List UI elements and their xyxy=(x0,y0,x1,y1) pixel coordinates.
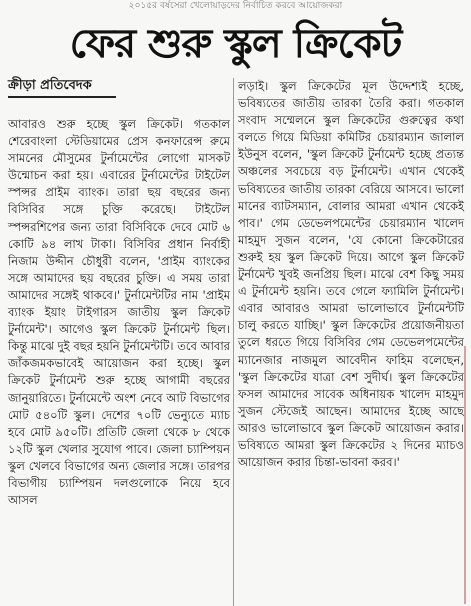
article-headline: ফের শুরু স্কুল ক্রিকেট xyxy=(69,20,402,67)
column-divider xyxy=(233,78,234,606)
margin-mark xyxy=(464,346,466,604)
article-byline: ক্রীড়া প্রতিবেদক xyxy=(8,78,92,93)
article-left-column xyxy=(8,116,230,509)
article-right-column xyxy=(238,78,464,471)
left-column-text: আবারও শুরু হচ্ছে স্কুল ক্রিকেট। গতকাল শেরেবাংলা স্টেডিয়ামের প্রেস কনফারেন্স রুমে সামনের মৌসুমের টুর্নামেন্টের লোগো মাসকট উন্মোচন করা হয়। এবারের টুর্নামেন্টের টাইটেল স্পন্সর প্রাইম ব্যাংক। তারা ছয় বছরের জন্য বিসিবির সঙ্গে চুক্তি করেছে। টাইটেল স্পন্সরশিপের জন্য তারা বিসিবিকে দেবে মোট ৬ কোটি ৯৪ লাখ টাকা। বিসিবির প্রধান নির্বাহী নিজাম উদ্দীন চৌধুরী বলেন, 'প্রাইম ব্যাংকের সঙ্গে আমাদের ছয় বছরের চুক্তি। এ সময় তারা আমাদের সঙ্গেই থাকবে।' টুর্নামেন্টটির নাম 'প্রাইম ব্যাংক ইয়াং টাইগারস জাতীয় স্কুল ক্রিকেট টুর্নামেন্ট'। আগেও স্কুল ক্রিকেট টুর্নামেন্ট ছিল। কিন্তু মাঝে দুই বছর হয়নি টুর্নামেন্টটি। তবে আবার জাঁকজমকভাবেই আয়োজন করা হচ্ছে। স্কুল ক্রিকেট টুর্নামেন্ট শুরু হচ্ছে আগামী বছরের জানুয়ারিতে। টুর্নামেন্টে অংশ নেবে আট বিভাগের মোট ৫৪০টি স্কুল। দেশের ৭০টি ভেন্যুতে ম্যাচ হবে মোট ৯৫০টি। প্রতিটি জেলা থেকে ৮ থেকে ১২টি স্কুল খেলার সুযোগ পাবে। জেলা চ্যাম্পিয়ন স্কুল খেলবে বিভাগের অন্য জেলার সঙ্গে। তারপর বিভাগীয় চ্যাম্পিয়ন দলগুলোকে নিয়ে হবে আসল xyxy=(8,117,230,508)
top-strip-text: ২০১৫র বর্ষসেরা খেলোয়াড়দের নির্বাচিত করবে আয়োজকরা xyxy=(128,1,343,11)
right-column-text: লড়াই। স্কুল ক্রিকেটের মূল উদ্দেশ্যই হচ্ছে, ভবিষ্যতের জাতীয় তারকা তৈরি করা। গতকাল সংবাদ সম্মেলনে স্কুল ক্রিকেটের গুরুত্বের কথা বলতে গিয়ে মিডিয়া কমিটির চেয়ারম্যান জালাল ইউনুস বলেন, 'স্কুল ক্রিকেট টুর্নামেন্ট হচ্ছে প্রত্যন্ত অঞ্চলের সবচেয়ে বড় টুর্নামেন্ট। এখান থেকেই ভবিষ্যতের জাতীয় তারকা বেরিয়ে আসবে। ভালো মানের ব্যাটসম্যান, বোলার আমরা এখান থেকেই পাব।' গেম ডেভেলপমেন্টের চেয়ারম্যান খালেদ মাহমুদ সুজন বলেন, 'যে কোনো ক্রিকেটারের শুরুই হয় স্কুল ক্রিকেট দিয়ে। আগে স্কুল ক্রিকেট টুর্নামেন্ট খুবই জনপ্রিয় ছিল। মাঝে বেশ কিছু সময় এ টুর্নামেন্ট হয়নি। তবে গেলে ফ্যামিলি টুর্নামেন্ট। এবার আবারও আমরা ভালোভাবে টুর্নামেন্টটি চালু করতে যাচ্ছি।' স্কুল ক্রিকেটের প্রয়োজনীয়তা তুলে ধরতে গিয়ে বিসিবির গেম ডেভেলপমেন্টের ম্যানেজার নাজমুল আবেদীন ফাহিম বলেছেন, 'স্কুল ক্রিকেটের যাত্রা বেশ সুদীর্ঘ। স্কুল ক্রিকেটের ফসল আমাদের সাবেক অধিনায়ক খালেদ মাহমুদ সুজন স্টেজেই আছেন। আমাদের ইচ্ছে আছে আরও ভালোভাবে স্কুল ক্রিকেট আয়োজন করার। ভবিষ্যতে আমরা স্কুল ক্রিকেটের ২ দিনের ম্যাচও আয়োজন করার চিন্তা-ভাবনা করব।' xyxy=(238,79,464,470)
byline-underline xyxy=(8,96,116,98)
